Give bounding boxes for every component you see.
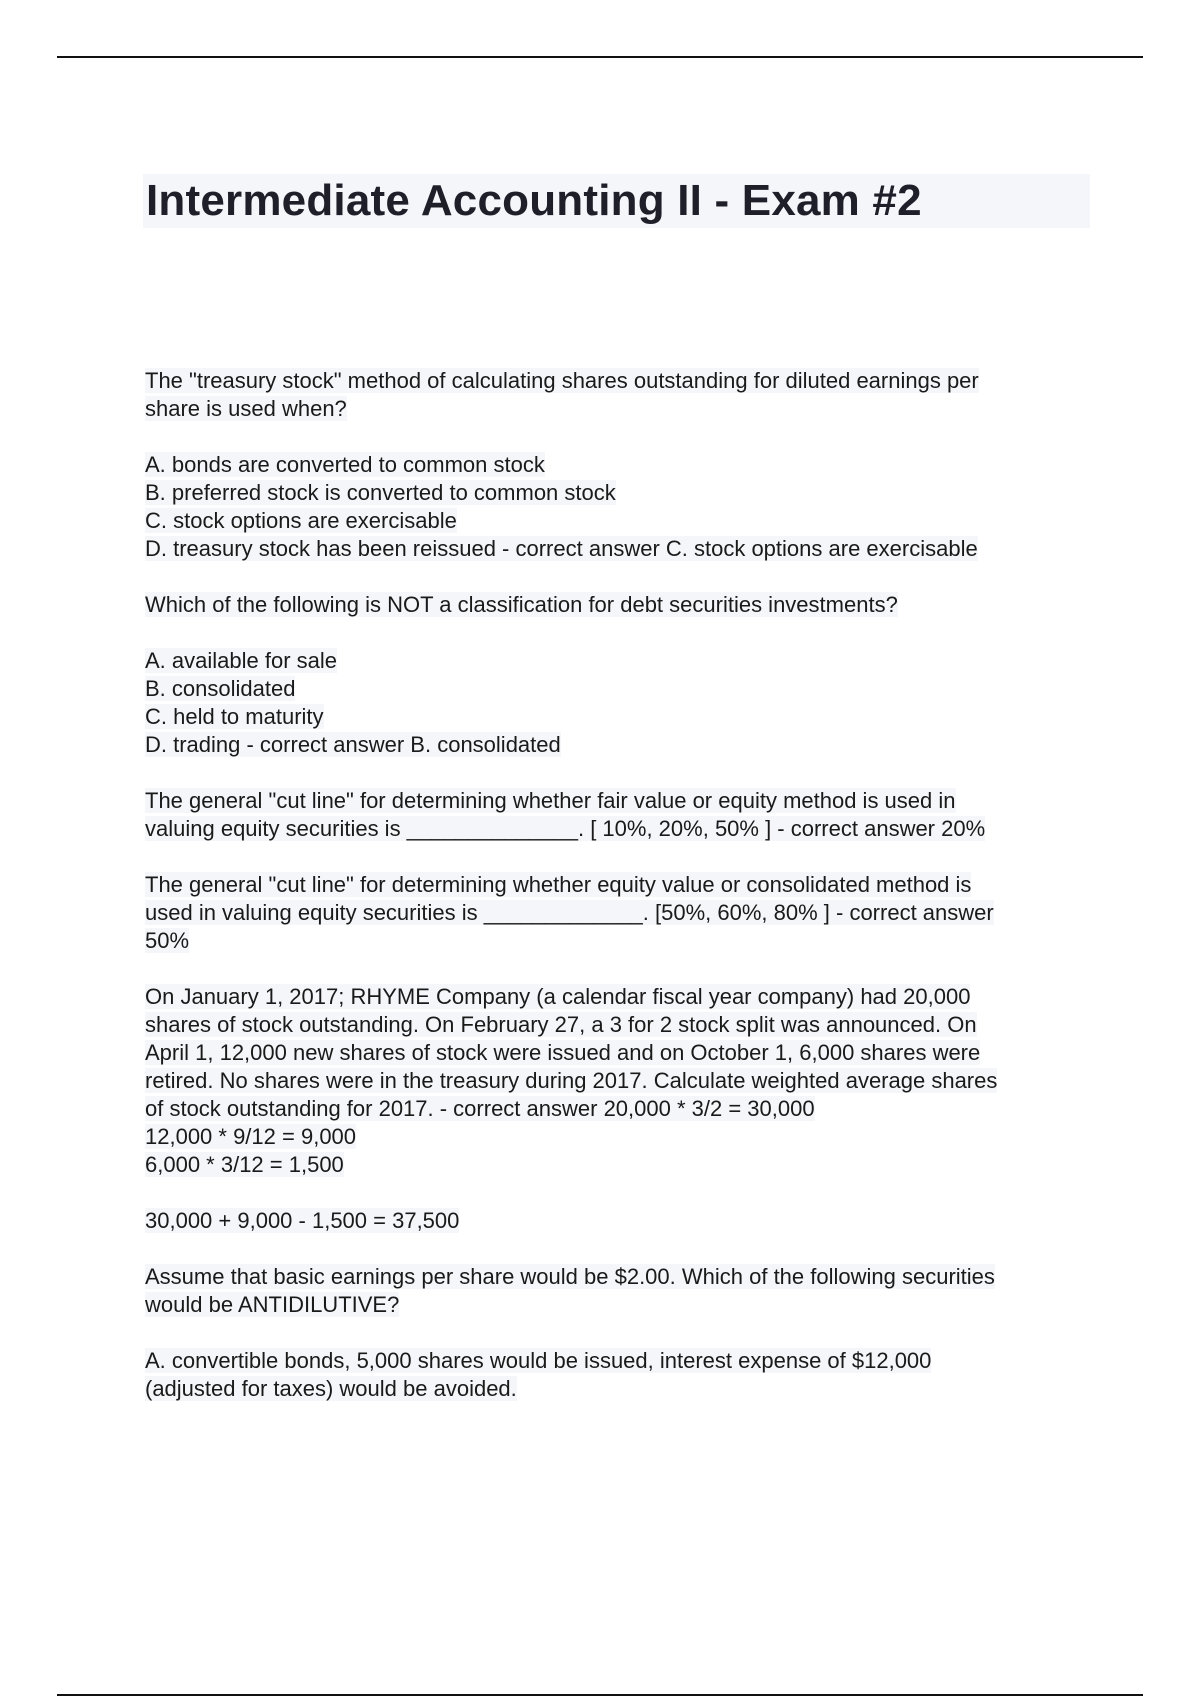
question-6-text: Assume that basic earnings per share would be $2.00. Which of the following securities would be ANTIDILUTIVE? [145,1264,995,1317]
question-4-text: The general "cut line" for determining whether equity value or consolidated method is used in valuing equity securities is _____________. [50%, 60%, 80% ] - correct answer 50% [145,872,994,953]
document-title: Intermediate Accounting II - Exam #2 [146,176,922,225]
question-2-options-text: A. available for sale B. consolidated C. held to maturity D. trading - correct answer B. consolidated [145,648,561,757]
question-1 [145,367,1095,423]
question-2-options [145,647,1095,759]
question-1-options-text: A. bonds are converted to common stock B. preferred stock is converted to common stock C. stock options are exercisable D. treasury stock has been reissued - correct answer C. stock options are exercisable [145,452,978,561]
document-body [145,367,1095,1431]
question-5 [145,983,1095,1179]
question-3-text: The general "cut line" for determining whether fair value or equity method is used in valuing equity securities is ______________. [ 10%, 20%, 50% ] - correct answer 20% [145,788,986,841]
question-1-options [145,451,1095,563]
question-2 [145,591,1095,619]
question-5-total [145,1207,1095,1235]
question-1-text: The "treasury stock" method of calculating shares outstanding for diluted earnings per share is used when? [145,368,979,421]
bottom-rule [57,1694,1143,1696]
question-5-total-text: 30,000 + 9,000 - 1,500 = 37,500 [145,1208,460,1233]
question-4 [145,871,1095,955]
question-2-text: Which of the following is NOT a classification for debt securities investments? [145,592,898,617]
question-3 [145,787,1095,843]
question-6-option-a [145,1347,1095,1403]
top-rule [57,56,1143,58]
question-6 [145,1263,1095,1319]
question-6-option-a-text: A. convertible bonds, 5,000 shares would be issued, interest expense of $12,000 (adjusted for taxes) would be avoided. [145,1348,932,1401]
question-5-text: On January 1, 2017; RHYME Company (a calendar fiscal year company) had 20,000 shares of stock outstanding. On February 27, a 3 for 2 stock split was announced. On April 1, 12,000 new shares of stock were issued and on October 1, 6,000 shares were retired. No shares were in the treasury during 2017. Calculate weighted average shares of stock outstanding for 2017. - correct answer 20,000 * 3/2 = 30,000 12,000 * 9/12 = 9,000 6,000 * 3/12 = 1,500 [145,984,998,1177]
